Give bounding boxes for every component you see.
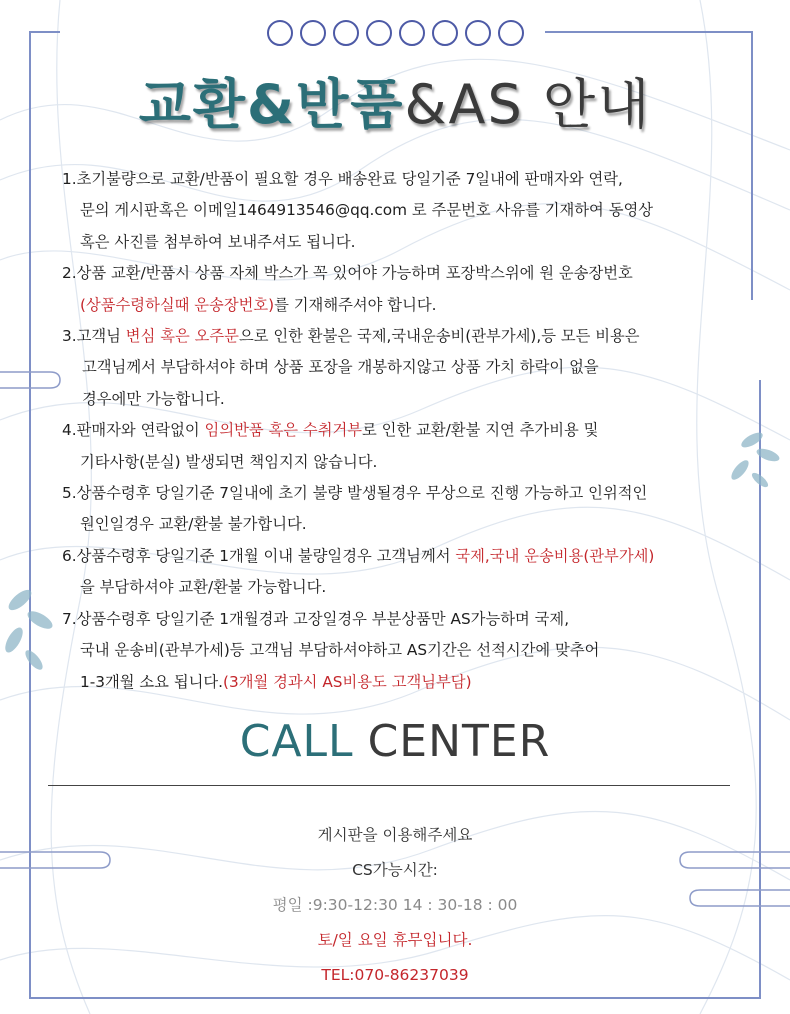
dot-ornament xyxy=(399,20,425,46)
call-center-heading xyxy=(0,716,790,767)
notice-line: 혹은 사진를 첨부하여 보내주셔도 됩니다. xyxy=(80,232,356,251)
dot-ornament xyxy=(465,20,491,46)
page-title xyxy=(0,62,790,139)
dot-ornament xyxy=(366,20,392,46)
center-word: CENTER xyxy=(367,716,551,767)
board-notice: 게시판을 이용해주세요 xyxy=(317,826,473,844)
notice-line: 고객님께서 부담하셔야 하며 상품 포장을 개봉하지않고 상품 가치 하락이 없을 xyxy=(82,358,599,377)
highlight-text: 임의반품 혹은 수취거부 xyxy=(204,421,363,440)
notice-line xyxy=(62,415,752,446)
divider xyxy=(48,785,730,786)
notice-text: 6.상품수령후 당일기준 1개월 이내 불량일경우 고객님께서 xyxy=(62,546,456,565)
header-dots xyxy=(0,20,790,50)
notice-line: 5.상품수령후 당일기준 7일내에 초기 불량 발생될경우 무상으로 진행 가능하고 인위적인 xyxy=(62,484,648,503)
notice-line: 을 부담하셔야 교환/환불 가능합니다. xyxy=(80,578,327,597)
notice-line: 경우에만 가능합니다. xyxy=(82,389,225,408)
dot-ornament xyxy=(498,20,524,46)
notice-text: 4.판매자와 연락없이 xyxy=(62,421,205,440)
notice-text: 로 인한 교환/환불 지연 추가비용 및 xyxy=(362,421,599,440)
notice-line xyxy=(62,667,752,698)
notice-line: 2.상품 교환/반품시 상품 자체 박스가 꼭 있어야 가능하며 포장박스위에 원 운송장번호 xyxy=(62,264,633,283)
notice-line: 7.상품수령후 당일기준 1개월경과 고장일경우 부분상품만 AS가능하며 국제, xyxy=(62,609,570,628)
notice-line: 1.초기불량으로 교환/반품이 필요할 경우 배송완료 당일기준 7일내에 판매자와 연락, xyxy=(62,170,623,188)
notice-line: 문의 게시판혹은 이메일1464913546@qq.com 로 주문번호 사유를 기재하여 동영상 xyxy=(80,201,654,220)
highlight-text: (3개월 경과시 AS비용도 고객님부담) xyxy=(223,672,472,691)
closed-days: 토/일 요일 휴무입니다. xyxy=(317,931,473,949)
notice-text: 3.고객님 xyxy=(62,327,126,346)
notice-line: 원인일경우 교환/환불 불가합니다. xyxy=(80,515,307,534)
notice-line: 국내 운송비(관부가세)등 고객님 부담하셔야하고 AS기간은 선적시간에 맞추어 xyxy=(80,641,600,660)
cs-hours-label: CS가능시간: xyxy=(352,861,438,879)
dot-ornament xyxy=(300,20,326,46)
weekday-hours: 평일 :9:30-12:30 14 : 30-18 : 00 xyxy=(272,896,518,914)
page-title-part2: &AS 안내 xyxy=(404,73,652,136)
highlight-text: 국제,국내 운송비용(관부가세) xyxy=(455,546,655,565)
highlight-text: 변심 혹은 오주문 xyxy=(125,327,239,346)
highlight-text: (상품수령하실때 운송장번호) xyxy=(80,295,275,314)
dot-ornament xyxy=(267,20,293,46)
notice-line xyxy=(62,321,752,352)
dot-ornament xyxy=(333,20,359,46)
notice-text: 으로 인한 환불은 국제,국내운송비(관부가세),등 모든 비용은 xyxy=(238,327,640,346)
notice-line: 기타사항(분실) 발생되면 책임지지 않습니다. xyxy=(80,452,378,471)
call-word: CALL xyxy=(239,716,354,767)
notice-text: 1-3개월 소요 됩니다. xyxy=(80,672,224,691)
dot-ornament xyxy=(432,20,458,46)
contact-info xyxy=(0,818,790,993)
notice-text: 를 기재해주셔야 합니다. xyxy=(274,295,437,314)
notice-line xyxy=(62,541,752,572)
page-title-part1: 교환&반품 xyxy=(138,73,405,136)
leaf-decoration-left xyxy=(2,586,55,672)
notice-body xyxy=(62,164,752,698)
telephone: TEL:070-86237039 xyxy=(321,966,469,984)
notice-line xyxy=(62,290,752,321)
